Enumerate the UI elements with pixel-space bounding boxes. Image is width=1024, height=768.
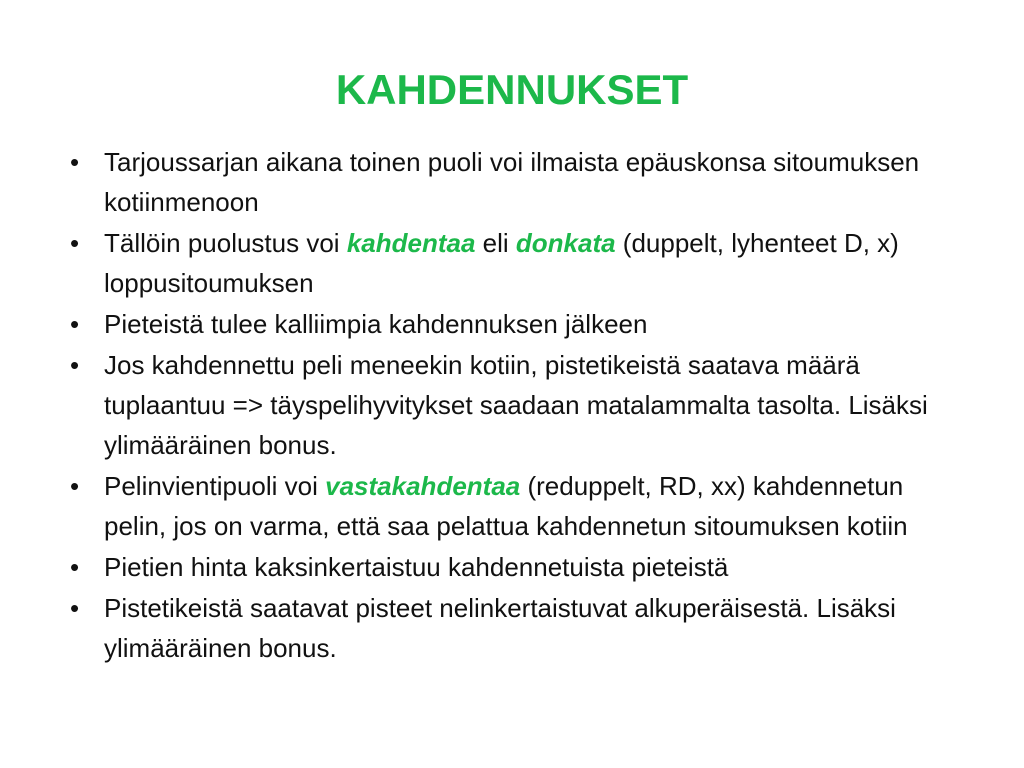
emphasized-term: kahdentaa xyxy=(346,228,476,258)
bullet-item xyxy=(70,345,970,465)
bullet-marker: • xyxy=(70,552,80,582)
bullet-text: Tarjoussarjan aikana toinen puoli voi ilmaista epäuskonsa sitoumuksen kotiinmenoon xyxy=(104,147,920,217)
bullet-text: (duppelt, lyhenteet D, x) loppusitoumuksen xyxy=(104,228,899,298)
bullet-marker: • xyxy=(70,309,80,339)
bullet-item xyxy=(70,547,970,587)
emphasized-term: vastakahdentaa xyxy=(325,471,521,501)
bullet-marker: • xyxy=(70,228,80,258)
bullet-text: Tällöin puolustus voi xyxy=(104,228,347,258)
bullet-marker: • xyxy=(70,147,80,177)
bullet-text: (reduppelt, RD, xx) kahdennetun pelin, jos on varma, että saa pelattua kahdennetun sitoumuksen kotiin xyxy=(104,471,908,541)
bullet-marker: • xyxy=(70,350,80,380)
bullet-item xyxy=(70,304,970,344)
bullet-text: Jos kahdennettu peli meneekin kotiin, pistetikeistä saatava määrä tuplaantuu => täyspelihyvitykset saadaan matalammalta tasolta. Lisäksi ylimääräinen bonus. xyxy=(104,350,928,460)
slide-title: KAHDENNUKSET xyxy=(335,66,689,114)
bullet-marker: • xyxy=(70,471,80,501)
bullet-list xyxy=(70,142,970,669)
bullet-item xyxy=(70,223,970,303)
bullet-text: Pietien hinta kaksinkertaistuu kahdennetuista pieteistä xyxy=(104,552,729,582)
bullet-text: Pieteistä tulee kalliimpia kahdennuksen jälkeen xyxy=(104,309,648,339)
emphasized-term: donkata xyxy=(515,228,616,258)
bullet-item xyxy=(70,142,970,222)
bullet-text: Pistetikeistä saatavat pisteet nelinkertaistuvat alkuperäisestä. Lisäksi ylimääräinen bonus. xyxy=(104,593,896,663)
bullet-marker: • xyxy=(70,593,80,623)
bullet-text: Pelinvientipuoli voi xyxy=(104,471,326,501)
bullet-item xyxy=(70,466,970,546)
bullet-item xyxy=(70,588,970,668)
bullet-text: eli xyxy=(475,228,516,258)
